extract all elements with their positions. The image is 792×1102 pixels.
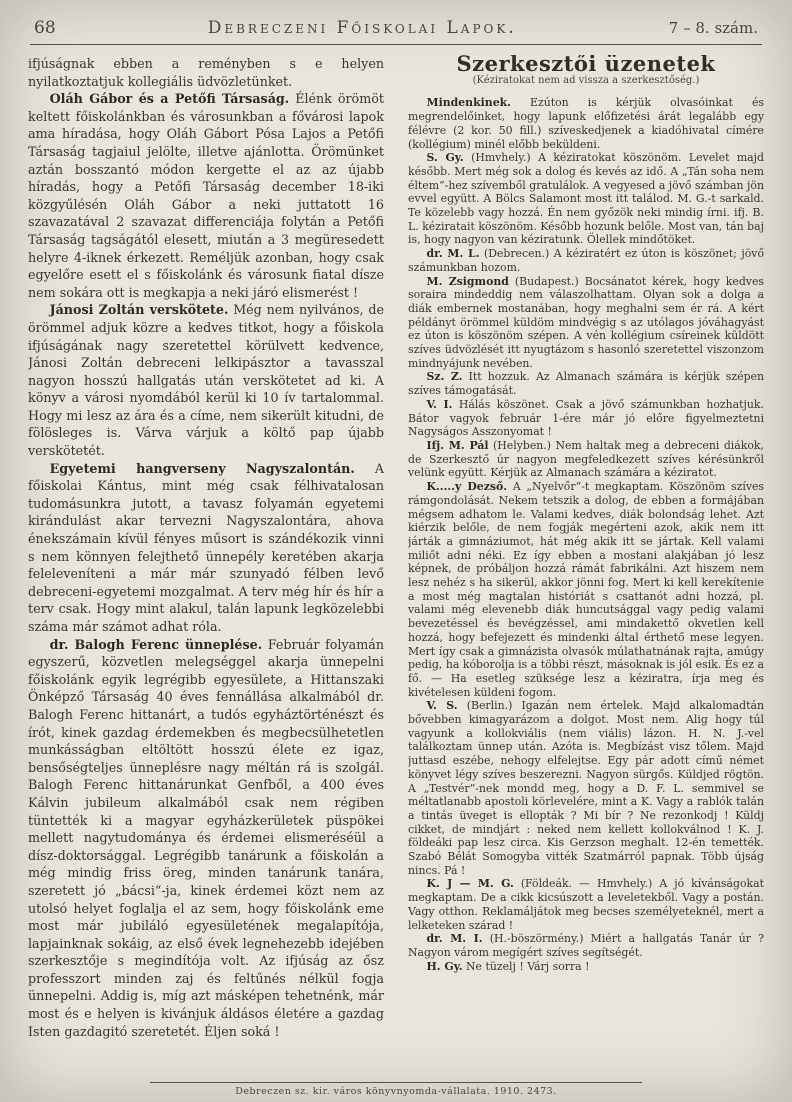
- editor-message: dr. M. I. (H.-böszörmény.) Miért a hallgatás Tanár úr ? Nagyon várom megígért szíves segítségét.: [408, 932, 764, 959]
- news-paragraph-lead: Jánosi Zoltán verskötete.: [49, 302, 229, 318]
- left-column: [28, 55, 384, 1061]
- editor-message-location: (H.-böszörmény.): [489, 932, 591, 946]
- editor-message: S. Gy. (Hmvhely.) A kéziratokat köszönöm. Levelet majd később. Mert még sok a dolog és kevés az idő. A „Tán soha nem éltem“-hez szívemből gratulálok. A vegyesed a jövő számban jön evvel együtt. A Bölcs Salamont most itt találod. M. G.-t sarkald. Te közelebb vagy hozzá. Én nem győzök neki mindig írni. ifj. B. L. kéziratait köszönöm. Később hozunk belőle. Most van, tán baj is, hogy nagyon van kéziratunk. Ölellek mindőtöket.: [408, 151, 764, 247]
- editor-message-location: (Földeák. — Hmvhely.): [520, 877, 660, 891]
- editor-message: Sz. Z. Itt hozzuk. Az Almanach számára is kérjük szépen szíves támogatását.: [408, 370, 764, 398]
- editor-message-location: (Helyben.): [493, 438, 556, 452]
- news-paragraph-lead: dr. Balogh Ferenc ünneplése.: [49, 636, 263, 652]
- editor-message: Ifj. M. Pál (Helyben.) Nem haltak meg a debreceni diákok, de Szerkesztő úr nagyon megfeledkezett szíves kérésünkről velünk együtt. Kérjük az Almanach számára a kéziratot.: [408, 438, 764, 480]
- news-paragraph: Oláh Gábor és a Petőfi Társaság. Élénk örömöt keltett főiskolánkban és városunkban a fővárosi lapok ama híradása, hogy Oláh Gábort Pósa Lajos a Petőfi Társaság tagjaiul jelölte, illetve ajánlotta. Örömünket aztán bosszantó módon kergette el az az újabb híradás, hogy a Petőfi Társaság december 18-iki közgyűlésén Oláh Gábor a neki juttatott 16 szavazatával 2 szavazat differenciája folytán a Petőfi Társaság tagságától elesett, miután a 3 megüresedett helyre 4-iknek érkezett. Reméljük azonban, hogy csak egyelőre esett el s főiskolánk és városunk fiatal dísze nem sokára ott is megkapja a neki járó elismerést !: [28, 91, 384, 300]
- issue-number: 7 – 8. szám.: [668, 19, 758, 37]
- editor-message-location: (Debrecen.): [483, 247, 554, 261]
- editor-message-lead: S. Gy.: [426, 151, 464, 165]
- editor-message-lead: K.....y Dezső.: [426, 480, 508, 494]
- editor-message: K. J — M. G. (Földeák. — Hmvhely.) A jó kívánságokat megkaptam. De a cikk kicsúszott a leveletekből. Vagy a postán. Vagy otthon. Reklamáljátok meg becses személyeteknél, mert a lelketeken szárad !: [408, 877, 764, 932]
- editor-message-lead: dr. M. I.: [426, 932, 483, 946]
- editor-message-lead: dr. M. L.: [426, 247, 480, 261]
- news-paragraph: Jánosi Zoltán verskötete. Még nem nyilvános, de örömmel adjuk közre a kedves titkot, hogy a főiskola ifjúságának nagy szeretettel körülvett kedvence, Jánosi Zoltán debreceni lelkipásztor a tavasszal nagyon hosszú hallgatás után verskötetet ad ki. A könyv a városi nyomdából kerül ki 10 ív tartalommal. Hogy mi lesz az ára és a címe, nem sikerült kitudni, de fölösleges is. Várva várjuk a költő pap újabb verskötetét.: [28, 302, 384, 459]
- section-title: Szerkesztői üzenetek: [456, 55, 716, 76]
- page-number: 68: [34, 18, 56, 38]
- editor-messages-list: [408, 96, 764, 973]
- editor-message-location: (Berlin.): [466, 699, 522, 713]
- news-paragraph: Egyetemi hangverseny Nagyszalontán. A főiskolai Kántus, mint még csak félhivatalosan tudomásunkra jutott, a tavasz folyamán egyetemi kirándulást akar tervezni Nagyszalontára, ahova énekszámain kívül fényes műsort is szándékozik vinni s nem könnyen felejthető ünnepély keretében akarja feleleveníteni a már már szunyadó félben levő debreceni-egyetemi mozgalmat. A terv még hír és hír a terv csak. Hogy mint alakul, talán lapunk legközelebbi száma már számot adhat róla.: [28, 460, 384, 634]
- editor-message: H. Gy. Ne tüzelj ! Várj sorra !: [426, 959, 590, 973]
- editor-message-location: (Budapest.): [514, 274, 585, 288]
- editor-message: V. S. (Berlin.) Igazán nem értelek. Majd alkalomadtán bővebben kimagyarázom a dolgot. Most nem. Alig hogy túl vagyunk a kollokviális (nem viális) lázon. H. N. J.-vel találkoztam ünnep után. Azóta is. Megbízást visz tőlem. Majd juttasd eszébe, nehogy elfelejtse. Egy pár adott című német könyvet légy szíves beszerezni. Nagyon sürgős. Küldjed rögtön. A „Testvér“-nek mondd meg, hogy a D. F. L. semmivel se méltatlanabb apostoli körlevelére, mint a K. Vagy a rablók talán a tintás üveget is ellopták ? Mi bír ? Ne rezonkodj ! Küldj cikket, de mindjárt : neked nem kellett kollokválnod ! K. J. földeáki pap lesz circa. Kis Gerzson meghalt. 12-én temették. Szabó Bélát Somogyba vitték Szatmárról papnak. Több újság nincs. Pá !: [408, 699, 764, 877]
- news-paragraph-lead: Oláh Gábor és a Petőfi Társaság.: [49, 91, 290, 107]
- editor-message-lead: V. I.: [426, 397, 453, 411]
- editor-message: M. Zsigmond (Budapest.) Bocsánatot kérek, hogy kedves soraira mindeddig nem válaszolhattam. Olyan sok a dolga a diák embernek mostanában, hogy meghalni sem ér rá. A kért példányt örömmel küldöm mindvégig s az utólagos jóváhagyást ez úton is köszönöm szépen. A vén kollégium csíreinek küldött szíves üdvözlését itt nyugtázom s hasonló szeretettel viszonzom mindnyájunk nevében.: [408, 274, 764, 370]
- editor-message-lead: Sz. Z.: [426, 370, 463, 384]
- editor-message-lead: Mindenkinek.: [426, 96, 511, 110]
- editor-message-lead: Ifj. M. Pál: [426, 438, 489, 452]
- section-subtitle: (Kéziratokat nem ad vissza a szerkesztőség.): [472, 74, 700, 86]
- editor-message: K.....y Dezső. A „Nyelvőr“-t megkaptam. Köszönöm szíves rámgondolását. Nekem tetszik a dolog, de ebben a formájában mégsem adhatom le. Valami kedves, diák bolondság lehet. Azt kiérzik belőle, de nem fogják megérteni azok, akik nem itt járták a gimnáziumot, hát még akik itt se jártak. Kell valami miliőt adni néki. Ez így ebben a mostani alakjában jó lesz képnek, de próbáljon hozzá rámát fabrikálni. Azt hiszem nem lesz nehéz s ha sikerül, akkor jönni fog. Mert ki kell kerekítenie a most még magtalan históriát s csattanót adni hozzá, pl. valami még elevenebb diák huncutsággal vagy pedig valami bevezetéssel és bevégzéssel, ami mindakettő okvetlen kell hozzá, hogy befejezett és mindenki által érthető mese legyen. Mert így csak a gimnázista olvasók múlathatnának rajta, amúgy pedig, ha kóborolja is a többi részt, másoknak is jól esik. És ez a fő. — Ha esetleg szüksége lesz a kéziratra, írja meg és kivételesen küldeni fogom.: [408, 480, 764, 699]
- header-rule: [30, 44, 762, 45]
- editor-message: dr. M. L. (Debrecen.) A kéziratért ez úton is köszönet; jövő számunkban hozom.: [408, 247, 764, 274]
- editor-message-lead: M. Zsigmond: [426, 274, 509, 288]
- editor-message-lead: V. S.: [426, 699, 458, 713]
- footer-rule: [150, 1082, 642, 1083]
- news-paragraph: ifjúságnak ebben a reményben s e helyen nyilatkoztatjuk kollegiális üdvözletünket.: [28, 56, 384, 89]
- page-body: [28, 55, 764, 1061]
- editor-message: Mindenkinek. Ezúton is kérjük olvasóinkat és megrendelőinket, hogy lapunk előfizetési árát legalább egy félévre (2 kor. 50 fill.) szíveskedjenek a kiadóhivatal címére (kollégium) minél előbb beküldeni.: [408, 96, 764, 151]
- editor-message: V. I. Hálás köszönet. Csak a jövő számunkban hozhatjuk. Bátor vagyok február 1-ére már jó előre figyelmeztetni Nagyságos Asszonyomat !: [408, 397, 764, 439]
- right-column: [408, 55, 764, 1061]
- editor-message-lead: K. J — M. G.: [426, 877, 514, 891]
- page-footer: [0, 1082, 792, 1097]
- editor-message-location: (Hmvhely.): [471, 151, 539, 165]
- news-paragraph-lead: Egyetemi hangverseny Nagyszalontán.: [49, 460, 355, 476]
- masthead-title: Debreczeni Főiskolai Lapok.: [207, 18, 517, 38]
- imprint: Debreczen sz. kir. város könyvnyomda-vállalata. 1910. 2473.: [235, 1086, 557, 1097]
- news-paragraph: dr. Balogh Ferenc ünneplése. Február folyamán egyszerű, közvetlen melegséggel akarja ünnepelni főiskolánk egyik legrégibb egyesülete, a Hittanszaki Önképző Társaság 40 éves fennállása alkalmából dr. Balogh Ferenc hittanárt, a tudós egyháztörténészt és írót, kinek gazdag érdemekben és megbecsülhetetlen munkásságban eltöltött hosszú élete ez igaz, bensőségteljes ünneplésre nagy méltán rá is szolgál. Balogh Ferenc hittanárunkat Genfből, a 400 éves Kálvin jubileum alkalmából csak nem régiben tüntették ki a magyar egyházkerületek püspökei mellett nagytudománya és érdemei elismeréséül a dísz-doktorsággal. Legrégibb tanárunk a főiskolán a még mindig friss öreg, minden tanárunk tanára, szeretett jó „bácsi“-ja, kinek érdemei közt nem az utolsó helyet foglalja el az sem, hogy főiskolánk eme most már jubiláló egyesületének megalapítója, lapjainknak sokáig, az első évek legnehezebb idejében szerkesztője s megindítója volt. Az ifjúság az ősz professzort minden zaj és feltűnés nélkül fogja ünnepelni. Addig is, míg azt másképen tehetnénk, már most és e helyen is kivánjuk áldásos életére a gazdag Isten gazdagitó szeretetét. Éljen soká !: [28, 636, 384, 1039]
- editor-message-lead: H. Gy.: [426, 959, 463, 973]
- page-header: [28, 10, 764, 42]
